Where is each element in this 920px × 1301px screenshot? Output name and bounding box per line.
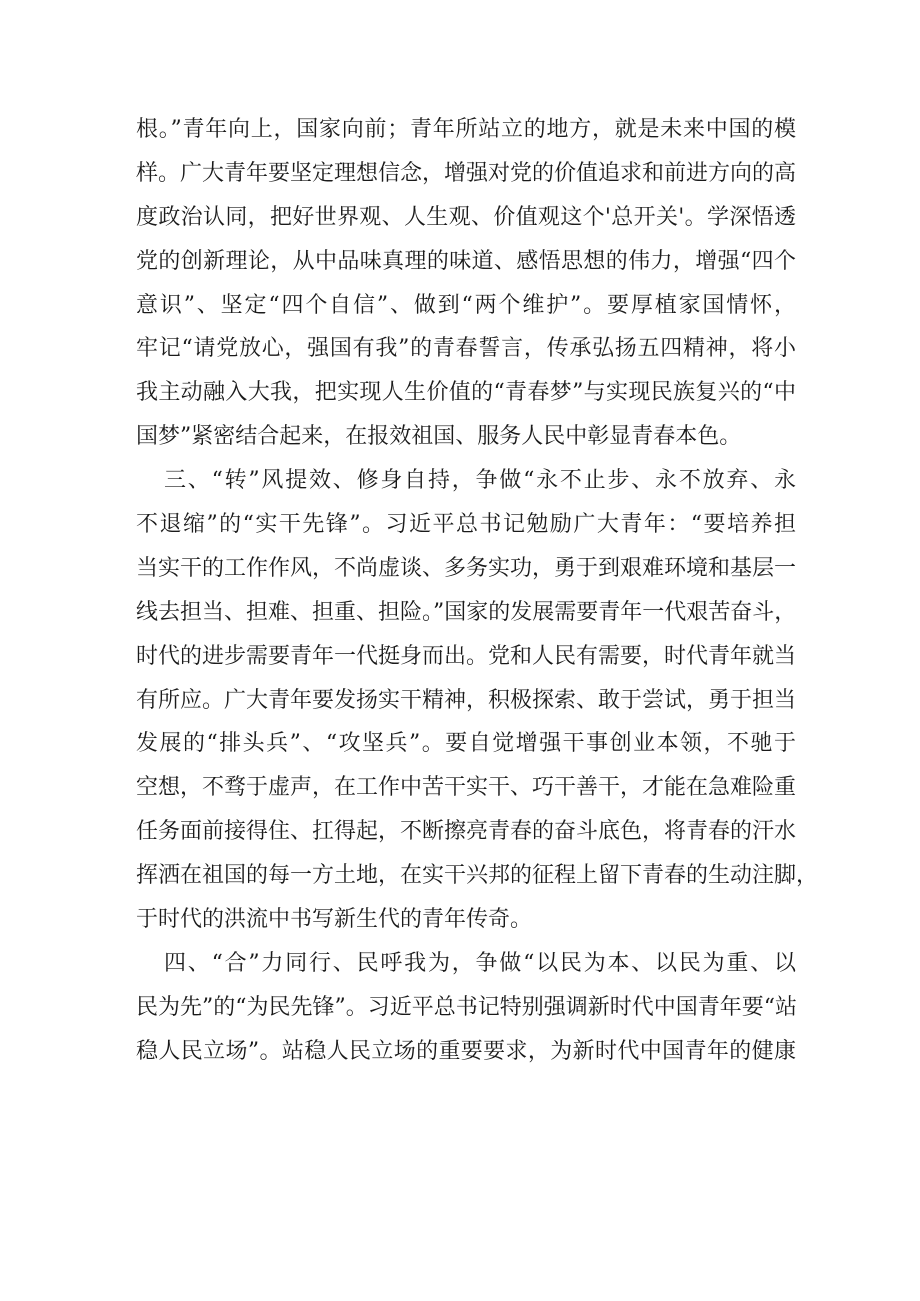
text-line: 不退缩”的“实干先锋”。习近平总书记勉励广大青年：“要培养担: [136, 512, 796, 538]
text-line: 有所应。广大青年要发扬实干精神，积极探索、敢于尝试，勇于担当: [136, 687, 797, 713]
text-line: 当实干的工作作风，不尚虚谈、多务实功，勇于到艰难环境和基层一: [136, 555, 797, 581]
text-line: 线去担当、担难、担重、担险。”国家的发展需要青年一代艰苦奋斗，: [136, 599, 797, 625]
text-line: 于时代的洪流中书写新生代的青年传奇。: [136, 907, 533, 933]
text-line: 空想，不骛于虚声，在工作中苦干实干、巧干善干，才能在急难险重: [136, 775, 797, 801]
text-line: 时代的进步需要青年一代挺身而出。党和人民有需要，时代青年就当: [136, 643, 797, 669]
text-line: 样。广大青年要坚定理想信念，增强对党的价值追求和前进方向的高: [136, 160, 797, 186]
text-line: 民为先”的“为民先锋”。习近平总书记特别强调新时代中国青年要“站: [136, 994, 797, 1020]
text-line: 发展的“排头兵”、“攻坚兵”。要自觉增强干事创业本领，不驰于: [136, 731, 796, 757]
document-body: [136, 108, 819, 1074]
text-line: 国梦”紧密结合起来，在报效祖国、服务人民中彰显青春本色。: [136, 424, 742, 450]
text-line: 度政治认同，把好世界观、人生观、价值观这个'总开关'。学深悟透: [136, 204, 796, 230]
text-line: 牢记“请党放心，强国有我”的青春誓言，传承弘扬五四精神，将小: [136, 336, 796, 362]
text-line: 我主动融入大我，把实现人生价值的“青春梦”与实现民族复兴的“中: [136, 380, 796, 406]
text-line: 挥洒在祖国的每一方土地，在实干兴邦的征程上留下青春的生动注脚，: [136, 863, 819, 889]
paragraph-continued: [136, 108, 796, 459]
section-heading-line: 三、“转”风提效、修身自持，争做“永不止步、永不放弃、永: [164, 468, 796, 494]
text-line: 意识”、坚定“四个自信”、做到“两个维护”。要厚植家国情怀，: [136, 292, 796, 318]
text-line: 稳人民立场”。站稳人民立场的重要要求，为新时代中国青年的健康: [136, 1038, 796, 1064]
text-line: 任务面前接得住、扛得起，不断擦亮青春的奋斗底色，将青春的汗水: [136, 819, 797, 845]
section-heading-line: 四、“合”力同行、民呼我为，争做“以民为本、以民为重、以: [164, 950, 796, 976]
text-line: 党的创新理论，从中品味真理的味道、感悟思想的伟力，增强“四个: [136, 248, 796, 274]
paragraph-section-four: [136, 942, 796, 1074]
paragraph-section-three: [136, 459, 819, 942]
text-line: 根。”青年向上，国家向前；青年所站立的地方，就是未来中国的模: [136, 117, 796, 142]
